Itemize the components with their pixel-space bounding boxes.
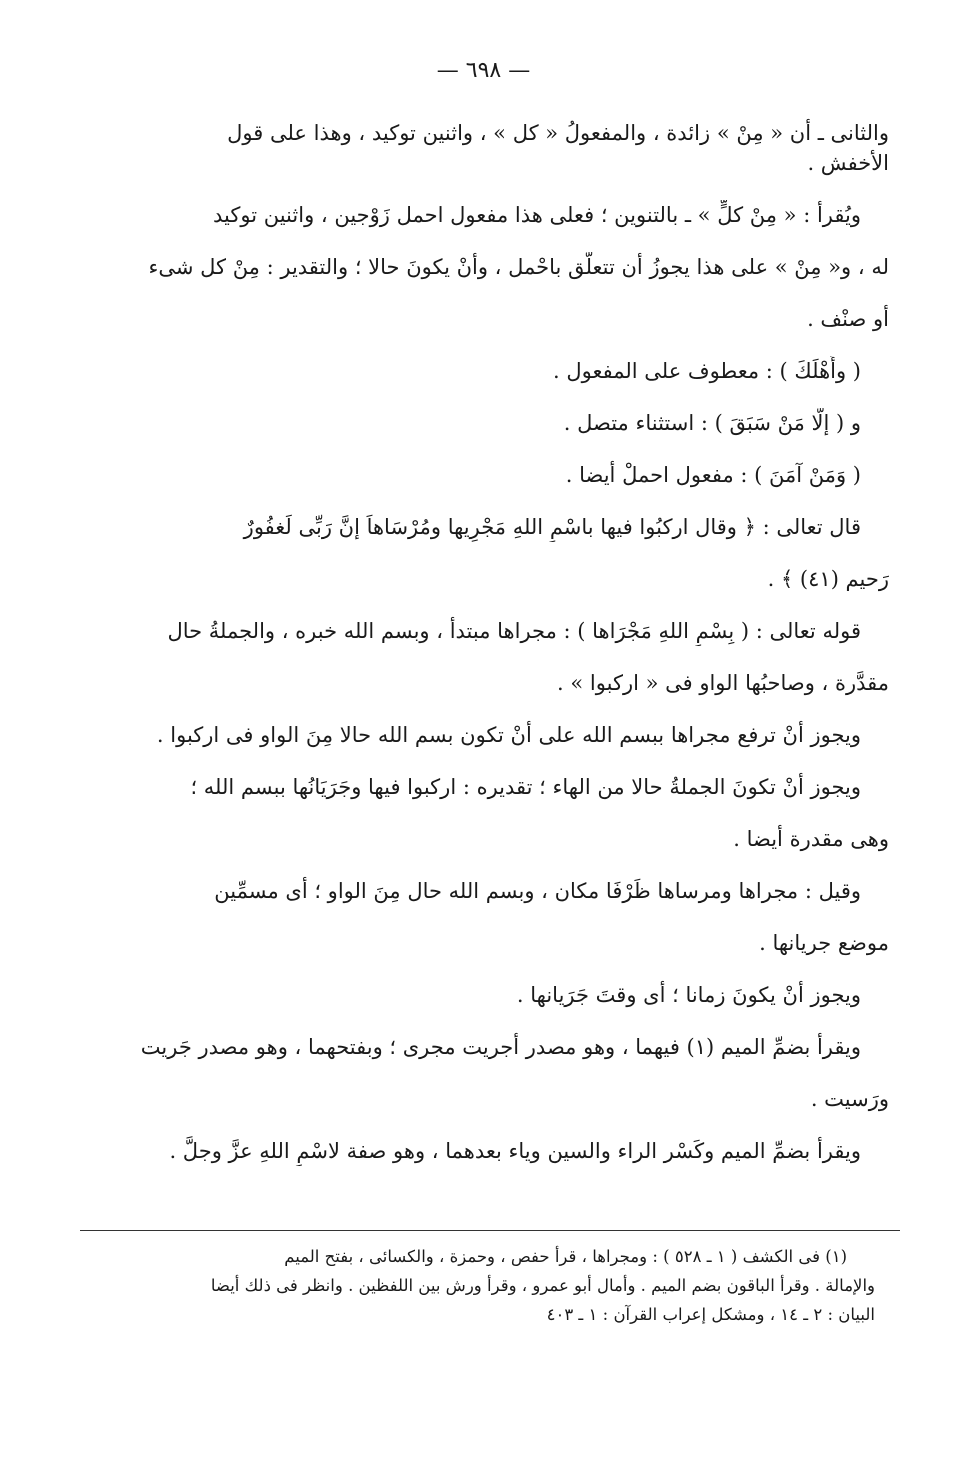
text-line: ( وأَهْلَكَ ) : معطوف على المفعول . [552, 359, 861, 383]
text-line: ( وَمَنْ آمَنَ ) : مفعول احملْ أيضا . [565, 463, 861, 487]
text-line: قوله تعالى : ( بِسْمِ اللهِ مَجْرَاها ) : مجراها مبتدأ ، وبسم الله خبره ، والجملةُ حال [167, 619, 861, 643]
text-line: الأخفش . [807, 151, 889, 175]
text-line: ويقرأ بضمِّ الميم (١) فيهما ، وهو مصدر أجريت مجرى ؛ وبفتحهما ، وهو مصدر جَريت [140, 1035, 861, 1059]
footnote-divider [80, 1230, 900, 1231]
text-line: ويجوز أنْ ترفع مجراها ببسم الله على أنْ تكون بسم الله حالا مِنَ الواو فى اركبوا . [156, 723, 861, 747]
text-line: ويجوز أنْ تكونَ الجملةُ حالا من الهاء ؛ تقديره : اركبوا فيها وجَرَيَانُها ببسم الله ؛ [190, 775, 861, 799]
main-text [99, 118, 889, 1166]
text-line: له ، و« مِنْ » على هذا يجوزُ أن تتعلَّق باحْمل ، وأنْ يكونَ حالا ؛ والتقدير : مِنْ كل شىء [148, 255, 889, 279]
text-line: ويقرأ بضمِّ الميم وكَسْر الراء والسين وياء بعدهما ، وهو صفة لاسْمِ اللهِ عزَّ وجلَّ . [169, 1139, 861, 1163]
text-line: والثانى ـ أن « مِنْ » زائدة ، والمفعولُ « كل » ، واثنين توكيد ، وهذا على قول [227, 121, 889, 145]
footnote-line: (١) فى الكشف ( ١ ـ ٥٢٨ ) : ومجراها ، قرأ حفص ، وحمزة ، والكسائى ، بفتح الميم [284, 1247, 847, 1266]
quran-verse: رَحيم (٤١) ﴾ . [767, 567, 889, 591]
text-line: مقدَّرة ، وصاحبُها الواو فى « اركبوا » . [557, 671, 889, 695]
footnote-line: والإمالة . وقرأ الباقون بضم الميم . وأمال أبو عمرو ، وقرأ ورش بين اللفظين . وانظر فى ذلك أيضا [210, 1276, 875, 1295]
text-line: ويجوز أنْ يكونَ زمانا ؛ أى وقتَ جَرَيانها . [516, 983, 861, 1007]
footnote-line: البيان : ٢ ـ ١٤ ، ومشكل إعراب القرآن : ١ ـ ٤٠٣ [546, 1305, 875, 1324]
text-line: موضع جريانها . [759, 931, 889, 955]
text-line: وهى مقدرة أيضا . [733, 827, 889, 851]
footnotes [95, 1242, 875, 1329]
page-number: — ٦٩٨ — [436, 58, 531, 83]
text-line: وقيل : مجراها ومرساها ظَرْفَا مكان ، وبسم الله حال مِنَ الواو ؛ أى مسمِّين [214, 879, 861, 903]
text-line: و ( إلَّا مَنْ سَبَقَ ) : استثناء متصل . [563, 411, 861, 435]
text-line: ورَسيت . [810, 1087, 889, 1111]
text-line: ويُقرأ : « مِنْ كلٍّ » ـ بالتنوين ؛ فعلى هذا مفعول احمل زَوْجين ، واثنين توكيد [213, 203, 861, 227]
text-line: أو صنْف . [807, 307, 889, 331]
quran-verse: قال تعالى : ﴿ وقال اركبُوا فيها باسْمِ اللهِ مَجْرِيها ومُرْسَاهاَ إنَّ رَبِّى لَغفُورٌ [243, 515, 861, 539]
